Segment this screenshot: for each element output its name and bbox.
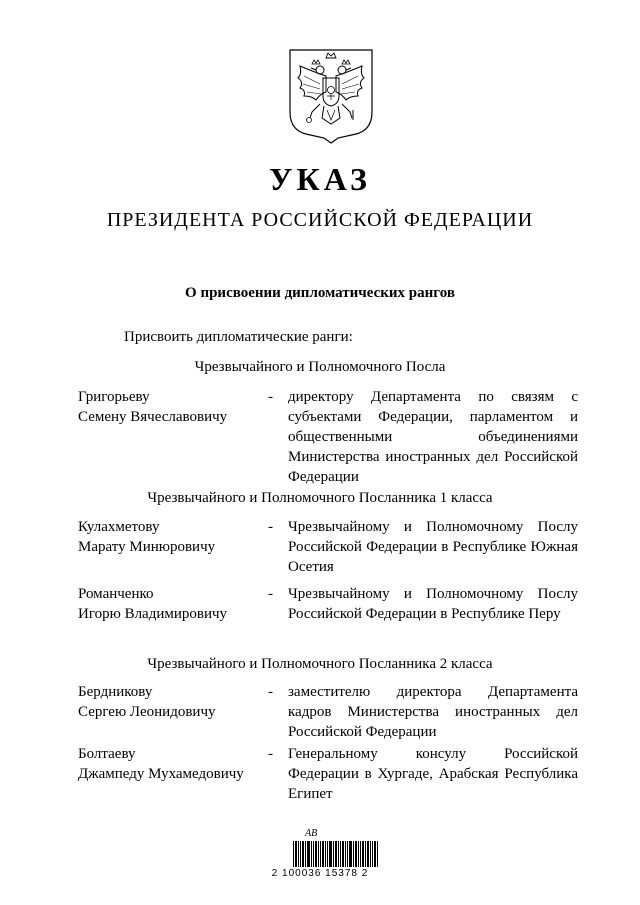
- appointee-given-name: Семену Вячеславовичу: [78, 409, 228, 425]
- decree-intro: Присвоить дипломатические ранги:: [124, 329, 353, 345]
- appointee-position: заместителю директора Департамента кадров Министерства иностранных дел Российской Федерации: [288, 684, 578, 740]
- rank-heading-ambassador: Чрезвычайного и Полномочного Посла: [194, 359, 446, 375]
- appointee-name: [78, 682, 268, 722]
- appointee-given-name: Игорю Владимировичу: [78, 606, 228, 622]
- entry-dash: -: [268, 684, 273, 700]
- barcode-icon: [293, 841, 379, 867]
- barcode-number: 2 100036 15378 2: [271, 868, 369, 879]
- issuer-subtitle: ПРЕЗИДЕНТА РОССИЙСКОЙ ФЕДЕРАЦИИ: [106, 209, 534, 231]
- rank-heading-envoy-1st-class: Чрезвычайного и Полномочного Посланника 1 класса: [147, 490, 493, 506]
- appointee-position: директору Департамента по связям с субъектами Федерации, парламентом и общественными объединениями Министерства иностранных дел Российской Федерации: [288, 389, 578, 485]
- entry-dash: -: [268, 746, 273, 762]
- clerk-initials: АВ: [305, 828, 318, 839]
- entry-dash: -: [268, 519, 273, 535]
- appointee-surname: Григорьеву: [78, 389, 150, 405]
- appointee-position: Чрезвычайному и Полномочному Послу Российской Федерации в Республике Перу: [288, 586, 578, 622]
- appointee-position: Чрезвычайному и Полномочному Послу Российской Федерации в Республике Южная Осетия: [288, 519, 578, 575]
- entry-dash: -: [268, 586, 273, 602]
- appointee-position: Генеральному консулу Российской Федерации в Хургаде, Арабская Республика Египет: [288, 746, 578, 802]
- appointee-name: [78, 584, 268, 624]
- appointee-name: [78, 517, 268, 557]
- decree-heading: О присвоении дипломатических рангов: [185, 285, 455, 301]
- document-type-title: УКАЗ: [269, 161, 371, 197]
- appointee-surname: Кулахметову: [78, 519, 160, 535]
- russian-coat-of-arms-icon: [286, 44, 376, 144]
- appointee-surname: Бердникову: [78, 684, 153, 700]
- appointee-name: [78, 744, 268, 784]
- rank-heading-envoy-2nd-class: Чрезвычайного и Полномочного Посланника 2 класса: [147, 656, 493, 672]
- appointee-surname: Романченко: [78, 586, 154, 602]
- appointee-given-name: Джампеду Мухамедовичу: [78, 766, 244, 782]
- appointee-given-name: Сергею Леонидовичу: [78, 704, 216, 720]
- appointee-surname: Болтаеву: [78, 746, 136, 762]
- entry-dash: -: [268, 389, 273, 405]
- appointee-name: [78, 387, 268, 427]
- appointee-given-name: Марату Минюровичу: [78, 539, 216, 555]
